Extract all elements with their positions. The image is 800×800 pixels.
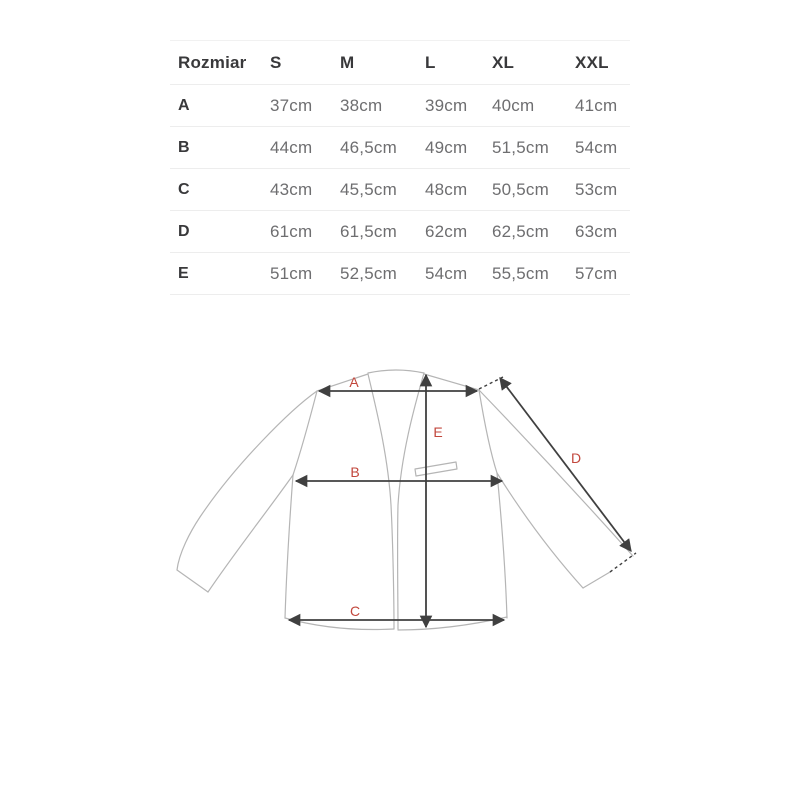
label-a: A bbox=[349, 374, 359, 390]
jacket-outline bbox=[177, 370, 633, 630]
label-d: D bbox=[570, 450, 582, 466]
measurement-labels bbox=[349, 374, 581, 619]
value-b-m: 46,5cm bbox=[340, 137, 397, 157]
value-d-s: 61cm bbox=[270, 221, 313, 241]
header-size-label: Rozmiar bbox=[178, 52, 247, 72]
value-c-l: 48cm bbox=[425, 179, 468, 199]
pocket-welt bbox=[415, 462, 457, 476]
value-c-xxl: 53cm bbox=[575, 179, 618, 199]
value-e-xxl: 57cm bbox=[575, 263, 618, 283]
arrow-d-start-tick bbox=[479, 377, 503, 389]
value-e-m: 52,5cm bbox=[340, 263, 397, 283]
value-e-xl: 55,5cm bbox=[492, 263, 549, 283]
value-a-xl: 40cm bbox=[492, 95, 535, 115]
row-label: E bbox=[178, 264, 189, 282]
label-c: C bbox=[349, 603, 361, 619]
value-c-s: 43cm bbox=[270, 179, 313, 199]
row-label: A bbox=[178, 96, 190, 114]
value-e-l: 54cm bbox=[425, 263, 468, 283]
value-d-xl: 62,5cm bbox=[492, 221, 549, 241]
label-b: B bbox=[350, 464, 360, 480]
value-c-m: 45,5cm bbox=[340, 179, 397, 199]
value-a-xxl: 41cm bbox=[575, 95, 618, 115]
value-a-l: 39cm bbox=[425, 95, 468, 115]
row-label: C bbox=[178, 180, 190, 198]
value-d-xxl: 63cm bbox=[575, 221, 618, 241]
header-col-xl: XL bbox=[492, 52, 515, 72]
value-a-s: 37cm bbox=[270, 95, 313, 115]
header-col-s: S bbox=[270, 52, 282, 72]
value-d-m: 61,5cm bbox=[340, 221, 397, 241]
row-label: B bbox=[178, 138, 190, 156]
value-b-xl: 51,5cm bbox=[492, 137, 549, 157]
value-e-s: 51cm bbox=[270, 263, 313, 283]
value-b-xxl: 54cm bbox=[575, 137, 618, 157]
value-b-l: 49cm bbox=[425, 137, 468, 157]
arrow-d bbox=[500, 378, 631, 551]
row-label: D bbox=[178, 222, 190, 240]
label-e: E bbox=[433, 424, 443, 440]
header-col-m: M bbox=[340, 52, 355, 72]
header-col-l: L bbox=[425, 52, 436, 72]
value-a-m: 38cm bbox=[340, 95, 383, 115]
value-b-s: 44cm bbox=[270, 137, 313, 157]
header-col-xxl: XXL bbox=[575, 52, 609, 72]
value-d-l: 62cm bbox=[425, 221, 468, 241]
value-c-xl: 50,5cm bbox=[492, 179, 549, 199]
